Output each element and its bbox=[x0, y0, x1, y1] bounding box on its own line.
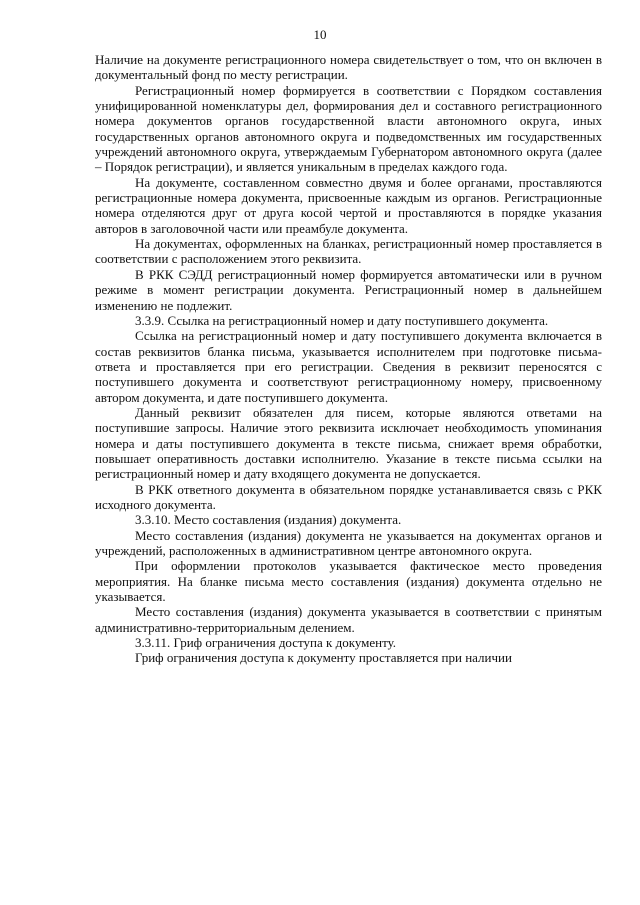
section-heading: 3.3.11. Гриф ограничения доступа к документу. bbox=[135, 635, 397, 651]
section-heading: 3.3.9. Ссылка на регистрационный номер и дату поступившего документа. bbox=[135, 312, 549, 328]
page-number: 10 bbox=[313, 27, 327, 42]
paragraph: Место составления (издания) документа указывается в соответствии с принятым административно-территориальным делением. bbox=[95, 604, 602, 635]
paragraph: Гриф ограничения доступа к документу проставляется при наличии bbox=[135, 650, 512, 666]
paragraph: Регистрационный номер формируется в соответствии с Порядком составления унифицированной номенклатуры дел, формирования дел и составного регистрационного номера документов органов государственной власти автономного округа, иных государственных органов автономного округа и подведомственных им государственных учреждений автономного округа, утверждаемым Губернатором автономного округа (далее – Порядок регистрации), и является уникальным в пределах каждого года. bbox=[95, 82, 602, 175]
paragraph: При оформлении протоколов указывается фактическое место проведения мероприятия. На бланке письма место составления (издания) документа отдельно не указывается. bbox=[95, 558, 602, 605]
paragraph: Наличие на документе регистрационного номера свидетельствует о том, что он включен в документальный фонд по месту регистрации. bbox=[95, 52, 602, 83]
paragraph: В РКК СЭДД регистрационный номер формируется автоматически или в ручном режиме в момент регистрации документа. Регистрационный номер в дальнейшем изменению не подлежит. bbox=[95, 266, 602, 313]
paragraph: На документах, оформленных на бланках, регистрационный номер проставляется в соответствии с расположением этого реквизита. bbox=[95, 236, 602, 267]
document-body bbox=[95, 52, 602, 666]
paragraph: Место составления (издания) документа не указывается на документах органов и учреждений, расположенных в административном центре автономного округа. bbox=[95, 527, 602, 558]
paragraph: На документе, составленном совместно двумя и более органами, проставляются регистрационные номера документа, присвоенные каждым из органов. Регистрационные номера отделяются друг от друга косой чертой и проставляются в порядке указания авторов в заголовочной части или преамбуле документа. bbox=[95, 174, 602, 236]
paragraph: В РКК ответного документа в обязательном порядке устанавливается связь с РКК исходного документа. bbox=[95, 481, 602, 512]
paragraph: Данный реквизит обязателен для писем, которые являются ответами на поступившие запросы. Наличие этого реквизита исключает необходимость упоминания номера и даты поступившего документа в тексте письма, снижает время обработки, повышает оперативность доставки исполнителю. Указание в тексте письма ссылки на регистрационный номер и дату входящего документа не допускается. bbox=[95, 404, 602, 482]
paragraph: Ссылка на регистрационный номер и дату поступившего документа включается в состав реквизитов бланка письма, указывается исполнителем при подготовке письма-ответа и проставляется при его регистрации. Сведения в реквизит переносятся с поступившего документа и соответствуют регистрационному номеру, присвоенному автором документа, и дате поступившего документа. bbox=[95, 328, 602, 405]
section-heading: 3.3.10. Место составления (издания) документа. bbox=[135, 512, 402, 528]
